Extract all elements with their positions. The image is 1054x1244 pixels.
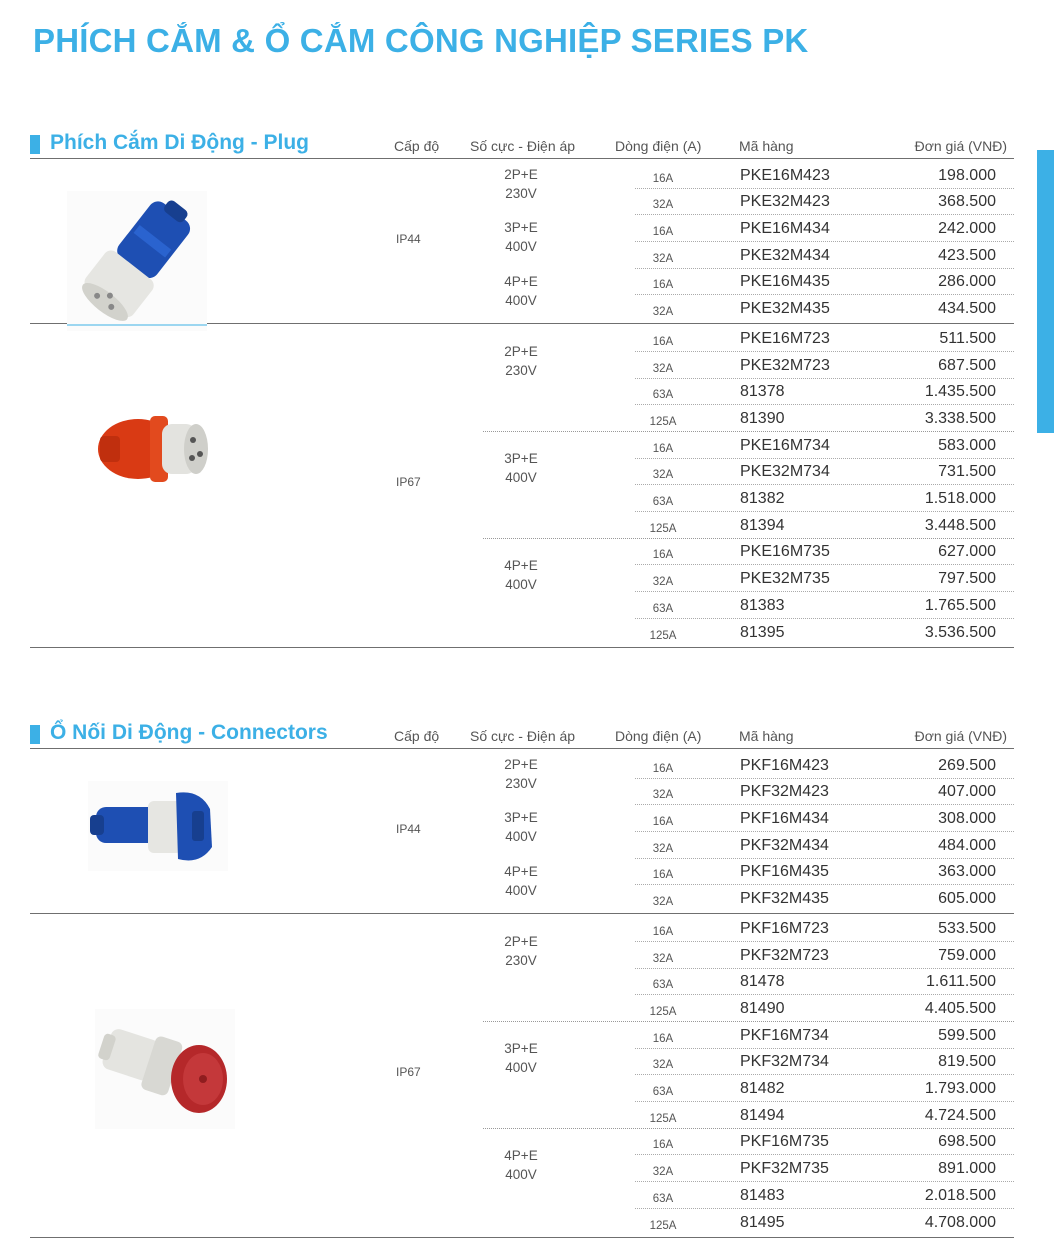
unit-price: 4.724.500 (924, 1106, 996, 1124)
table-row (635, 511, 1014, 539)
red-ip67-plug-image (90, 394, 220, 504)
product-code: PKE16M434 (740, 220, 830, 238)
unit-price: 286.000 (938, 273, 996, 291)
table-row (635, 564, 1014, 592)
pole-voltage-label (480, 556, 562, 594)
column-header-cap-do: Cấp độ (394, 728, 440, 744)
current-rating: 32A (652, 362, 674, 375)
table-row (635, 778, 1014, 806)
product-code: 81383 (740, 596, 785, 614)
current-rating: 63A (652, 979, 674, 992)
table-row (635, 324, 1014, 352)
unit-price: 605.000 (938, 890, 996, 908)
pole-voltage-label (480, 449, 562, 487)
current-rating: 63A (652, 602, 674, 615)
table-row (635, 914, 1014, 942)
blue-ip44-connector-image (88, 781, 228, 871)
column-header-ma-hang: Mã hàng (739, 138, 794, 154)
product-code: 81494 (740, 1106, 785, 1124)
product-group (30, 751, 1014, 914)
current-rating: 63A (652, 1192, 674, 1205)
product-code: 81483 (740, 1186, 785, 1204)
pole-voltage-line: 400V (505, 882, 537, 898)
table-row (635, 458, 1014, 486)
unit-price: 363.000 (938, 863, 996, 881)
unit-price: 3.536.500 (924, 623, 996, 641)
table-row (635, 591, 1014, 619)
table-row (635, 214, 1014, 242)
pole-voltage-line: 3P+E (504, 810, 538, 826)
current-rating: 32A (652, 306, 674, 319)
current-rating: 32A (652, 896, 674, 909)
current-rating: 16A (652, 816, 674, 829)
table-row (635, 1208, 1014, 1235)
column-header-so-cuc: Số cực - Điện áp (470, 138, 576, 154)
current-rating: 16A (652, 442, 674, 455)
current-rating: 16A (652, 335, 674, 348)
pole-voltage-label (480, 342, 562, 380)
product-code: PKE32M735 (740, 570, 830, 588)
table-row (635, 431, 1014, 459)
header-rule (30, 158, 1014, 159)
product-code: PKE16M435 (740, 273, 830, 291)
product-code: 81378 (740, 383, 785, 401)
current-rating: 125A (649, 1005, 677, 1018)
product-group (30, 324, 1014, 647)
current-rating: 16A (652, 279, 674, 292)
product-code: 81482 (740, 1080, 785, 1098)
unit-price: 759.000 (938, 946, 996, 964)
current-rating: 32A (652, 842, 674, 855)
table-row (635, 538, 1014, 566)
pole-voltage-line: 4P+E (504, 1147, 538, 1163)
pole-voltage-label (480, 932, 562, 970)
table-row (635, 968, 1014, 996)
product-code: PKF32M723 (740, 946, 829, 964)
current-rating: 32A (652, 1059, 674, 1072)
blue-ip44-plug-image (67, 191, 207, 331)
product-code: 81394 (740, 516, 785, 534)
current-rating: 32A (652, 1166, 674, 1179)
unit-price: 731.500 (938, 463, 996, 481)
current-rating: 16A (652, 869, 674, 882)
table-row (635, 994, 1014, 1022)
pole-voltage-line: 400V (505, 829, 537, 845)
pole-voltage-line: 4P+E (504, 273, 538, 289)
unit-price: 1.611.500 (926, 973, 996, 991)
column-header-don-gia: Đơn giá (VNĐ) (914, 138, 1007, 154)
section-header (30, 721, 1014, 751)
product-code: PKF32M423 (740, 783, 829, 801)
table-row (635, 295, 1014, 322)
current-rating: 125A (649, 629, 677, 642)
table-row (635, 378, 1014, 406)
table-row (635, 885, 1014, 912)
current-rating: 16A (652, 549, 674, 562)
product-code: PKF16M735 (740, 1133, 829, 1151)
current-rating: 16A (652, 1032, 674, 1045)
page-title: PHÍCH CẮM & Ổ CẮM CÔNG NGHIỆP SERIES PK (33, 22, 809, 59)
pole-voltage-line: 2P+E (504, 757, 538, 772)
product-code: PKF16M734 (740, 1026, 829, 1044)
product-code: 81382 (740, 490, 785, 508)
column-header-so-cuc: Số cực - Điện áp (470, 728, 576, 744)
current-rating: 63A (652, 389, 674, 402)
unit-price: 1.765.500 (924, 596, 996, 614)
current-rating: 63A (652, 1086, 674, 1099)
pole-voltage-line: 2P+E (504, 167, 538, 182)
current-rating: 32A (652, 469, 674, 482)
product-code: PKF32M734 (740, 1053, 829, 1071)
unit-price: 198.000 (938, 166, 996, 184)
product-code: PKE32M734 (740, 463, 830, 481)
product-code: 81395 (740, 623, 785, 641)
current-rating: 125A (649, 522, 677, 535)
pole-voltage-line: 400V (505, 576, 537, 592)
current-rating: 32A (652, 789, 674, 802)
table-row (635, 241, 1014, 269)
unit-price: 687.500 (938, 356, 996, 374)
pole-voltage-line: 230V (505, 953, 537, 969)
product-code: PKE16M735 (740, 543, 830, 561)
column-header-dong-dien: Dòng điện (A) (615, 728, 702, 744)
unit-price: 797.500 (938, 570, 996, 588)
unit-price: 1.793.000 (924, 1080, 996, 1098)
section-header (30, 131, 1014, 161)
unit-price: 423.500 (938, 246, 996, 264)
section-marker (30, 135, 40, 154)
product-code: PKF16M723 (740, 919, 829, 937)
protection-rating: IP67 (396, 475, 421, 490)
unit-price: 484.000 (938, 836, 996, 854)
product-code: 81495 (740, 1213, 785, 1231)
table-row (635, 1021, 1014, 1049)
pole-voltage-line: 400V (505, 239, 537, 255)
pole-voltage-label (480, 1039, 562, 1077)
unit-price: 1.435.500 (924, 383, 996, 401)
plug-section (30, 131, 1014, 642)
unit-price: 4.405.500 (924, 999, 996, 1017)
unit-price: 698.500 (938, 1133, 996, 1151)
unit-price: 1.518.000 (924, 490, 996, 508)
column-header-don-gia: Đơn giá (VNĐ) (914, 728, 1007, 744)
table-row (635, 351, 1014, 379)
table-row (635, 618, 1014, 645)
pole-voltage-label (480, 808, 562, 846)
pole-voltage-line: 400V (505, 292, 537, 308)
product-code: PKF32M434 (740, 836, 829, 854)
table-row (635, 484, 1014, 512)
current-rating: 16A (652, 762, 674, 775)
table-row (635, 1154, 1014, 1182)
pole-voltage-label (480, 862, 562, 900)
section-title: Ổ Nối Di Động - Connectors (50, 721, 328, 744)
unit-price: 242.000 (938, 220, 996, 238)
current-rating: 16A (652, 172, 674, 185)
current-rating: 125A (649, 1112, 677, 1125)
product-group (30, 161, 1014, 324)
pole-voltage-line: 230V (505, 186, 537, 201)
column-header-ma-hang: Mã hàng (739, 728, 794, 744)
current-rating: 32A (652, 252, 674, 265)
table-row (635, 1048, 1014, 1076)
table-row (635, 1101, 1014, 1129)
table-row (635, 161, 1014, 189)
product-code: PKE16M734 (740, 436, 830, 454)
column-header-cap-do: Cấp độ (394, 138, 440, 154)
unit-price: 368.500 (938, 193, 996, 211)
pole-voltage-line: 230V (505, 363, 537, 379)
product-code: PKE32M435 (740, 300, 830, 318)
current-rating: 125A (649, 1219, 677, 1232)
pole-voltage-label (480, 218, 562, 256)
side-tab (1037, 150, 1054, 433)
protection-rating: IP67 (396, 1065, 421, 1080)
product-code: PKF32M435 (740, 890, 829, 908)
table-row (635, 1181, 1014, 1209)
product-code: PKF16M435 (740, 863, 829, 881)
product-code: PKE32M723 (740, 356, 830, 374)
table-row (635, 751, 1014, 779)
unit-price: 891.000 (938, 1160, 996, 1178)
unit-price: 407.000 (938, 783, 996, 801)
unit-price: 583.000 (938, 436, 996, 454)
current-rating: 63A (652, 496, 674, 509)
current-rating: 16A (652, 925, 674, 938)
product-code: PKE32M434 (740, 246, 830, 264)
protection-rating: IP44 (396, 822, 421, 837)
pole-voltage-line: 2P+E (504, 934, 538, 950)
unit-price: 269.500 (938, 756, 996, 774)
table-row (635, 1074, 1014, 1102)
product-code: 81478 (740, 973, 785, 991)
protection-rating: IP44 (396, 232, 421, 247)
unit-price: 434.500 (938, 300, 996, 318)
unit-price: 3.338.500 (924, 409, 996, 427)
pole-voltage-line: 230V (505, 776, 537, 791)
current-rating: 32A (652, 952, 674, 965)
pole-voltage-line: 4P+E (504, 863, 538, 879)
red-ip67-connector-image (95, 1009, 235, 1129)
table-row (635, 188, 1014, 216)
product-code: PKF16M423 (740, 756, 829, 774)
pole-voltage-label (480, 755, 562, 793)
unit-price: 4.708.000 (924, 1213, 996, 1231)
pole-voltage-line: 2P+E (504, 344, 538, 360)
unit-price: 308.000 (938, 810, 996, 828)
unit-price: 599.500 (938, 1026, 996, 1044)
product-code: PKE32M423 (740, 193, 830, 211)
unit-price: 511.500 (939, 329, 996, 347)
pole-voltage-line: 3P+E (504, 220, 538, 236)
pole-voltage-line: 4P+E (504, 557, 538, 573)
unit-price: 627.000 (938, 543, 996, 561)
current-rating: 32A (652, 576, 674, 589)
pole-voltage-line: 400V (505, 1059, 537, 1075)
pole-voltage-line: 400V (505, 1166, 537, 1182)
pole-voltage-line: 400V (505, 469, 537, 485)
pole-voltage-label (480, 165, 562, 203)
product-group (30, 914, 1014, 1237)
current-rating: 16A (652, 1139, 674, 1152)
table-row (635, 268, 1014, 296)
table-row (635, 804, 1014, 832)
table-row (635, 858, 1014, 886)
current-rating: 32A (652, 199, 674, 212)
connector-section (30, 721, 1014, 1232)
table-row (635, 404, 1014, 432)
pole-voltage-label (480, 272, 562, 310)
product-code: PKF16M434 (740, 810, 829, 828)
product-code: PKF32M735 (740, 1160, 829, 1178)
pole-voltage-line: 3P+E (504, 1040, 538, 1056)
column-header-dong-dien: Dòng điện (A) (615, 138, 702, 154)
product-code: 81490 (740, 999, 785, 1017)
table-row (635, 831, 1014, 859)
unit-price: 2.018.500 (924, 1186, 996, 1204)
product-code: PKE16M423 (740, 166, 830, 184)
current-rating: 125A (649, 415, 677, 428)
product-code: 81390 (740, 409, 785, 427)
section-marker (30, 725, 40, 744)
pole-voltage-line: 3P+E (504, 450, 538, 466)
pole-voltage-label (480, 1146, 562, 1184)
current-rating: 16A (652, 226, 674, 239)
table-row (635, 1128, 1014, 1156)
product-code: PKE16M723 (740, 329, 830, 347)
header-rule (30, 748, 1014, 749)
unit-price: 819.500 (938, 1053, 996, 1071)
section-title: Phích Cắm Di Động - Plug (50, 131, 310, 154)
table-row (635, 941, 1014, 969)
unit-price: 3.448.500 (924, 516, 996, 534)
unit-price: 533.500 (938, 919, 996, 937)
